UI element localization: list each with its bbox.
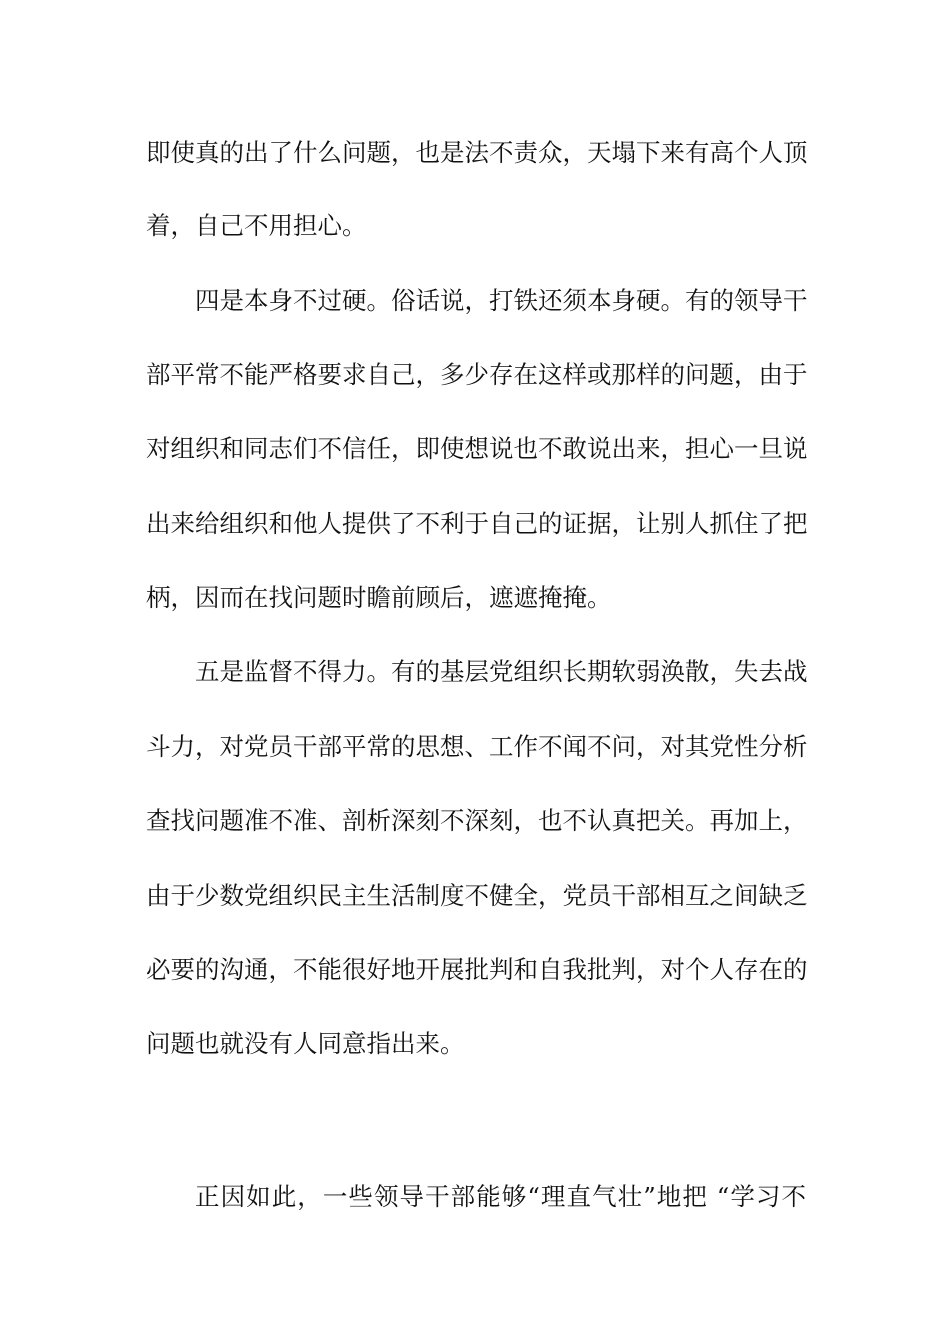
text-line: 查找问题准不准、剖析深刻不深刻，也不认真把关。再加上， — [146, 806, 808, 835]
paragraph-start-line: 正因如此，一些领导干部能够“理直气壮”地把 “学习不 — [195, 1182, 806, 1211]
text-line: 斗力，对党员干部平常的思想、工作不闻不问，对其党性分析 — [146, 732, 808, 761]
text-line: 问题也就没有人同意指出来。 — [146, 1029, 465, 1058]
text-line: 出来给组织和他人提供了不利于自己的证据，让别人抓住了把 — [146, 509, 808, 538]
text-line: 即使真的出了什么问题，也是法不责众，天塌下来有高个人顶 — [146, 138, 808, 167]
text-line: 着，自己不用担心。 — [146, 211, 367, 240]
text-line: 必要的沟通，不能很好地开展批判和自我批判，对个人存在的 — [146, 955, 808, 984]
text-line: 由于少数党组织民主生活制度不健全，党员干部相互之间缺乏 — [146, 881, 808, 910]
paragraph-start-line: 五是监督不得力。有的基层党组织长期软弱涣散，失去战 — [195, 657, 808, 686]
paragraph-start-line: 四是本身不过硬。俗话说，打铁还须本身硬。有的领导干 — [195, 286, 808, 315]
text-line: 部平常不能严格要求自己，多少存在这样或那样的问题，由于 — [146, 360, 808, 389]
text-line: 柄，因而在找问题时瞻前顾后，遮遮掩掩。 — [146, 583, 612, 612]
text-line: 对组织和同志们不信任，即使想说也不敢说出来，担心一旦说 — [146, 434, 808, 463]
